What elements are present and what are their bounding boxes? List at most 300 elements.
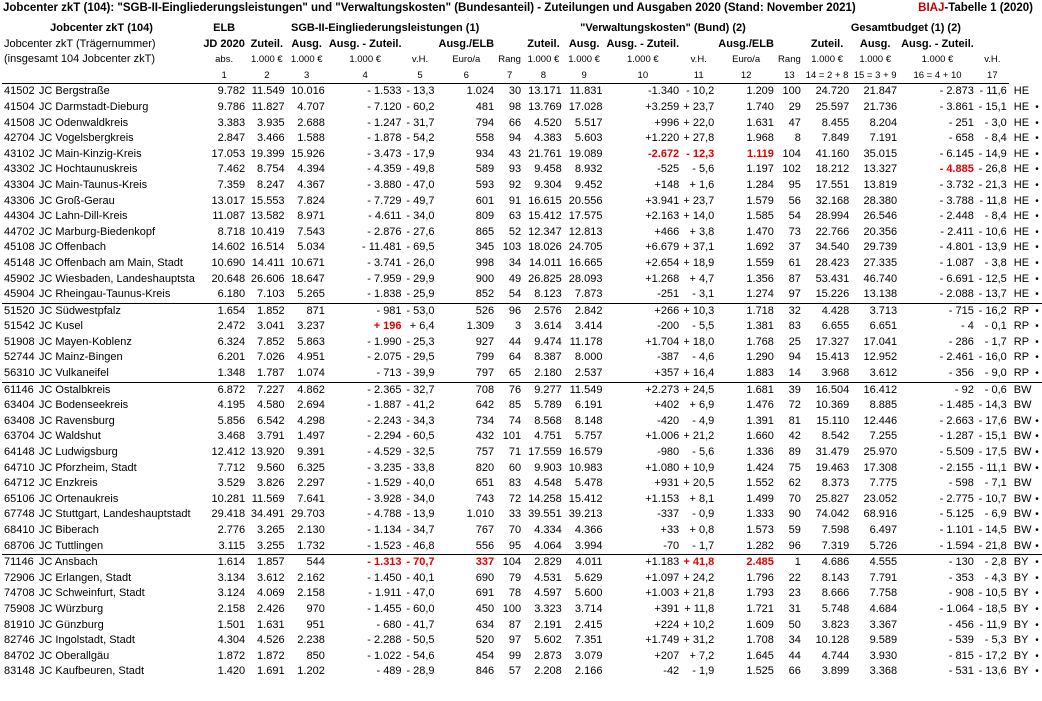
row-name: JC Günzburg — [38, 618, 104, 631]
row-value: - 2.663 — [939, 414, 974, 427]
row-value: - 4.801 — [939, 241, 974, 254]
row-value: +357 — [654, 367, 680, 380]
row-value: +2.163 — [645, 210, 680, 223]
row-value: + 18,9 — [683, 256, 715, 269]
row-marker: • — [1035, 525, 1039, 536]
table-row — [2, 162, 1042, 178]
row-value: - 3,0 — [984, 116, 1007, 129]
row-value: 44 — [508, 335, 522, 348]
row-value: 8 — [794, 132, 801, 145]
row-value: 15.110 — [816, 414, 850, 427]
header-cell: 11 — [681, 68, 716, 84]
row-value: 24.720 — [815, 85, 850, 98]
data-table — [2, 21, 1042, 680]
row-value: 1.691 — [257, 665, 285, 678]
row-value: 6.191 — [574, 399, 603, 412]
row-value: 53.431 — [815, 272, 850, 285]
row-value: 544 — [287, 555, 327, 571]
row-state: BW — [1013, 477, 1032, 490]
row-value: -1.340 — [647, 85, 680, 98]
row-value: - 7.729 — [367, 194, 402, 207]
row-name: JC Pforzheim, Stadt — [38, 461, 137, 474]
header-cell: Euro/a — [452, 54, 481, 66]
row-value: + 3,8 — [689, 225, 715, 238]
row-value: - 658 — [948, 132, 974, 145]
row-state: BW — [1013, 399, 1032, 412]
row-value: 72 — [788, 399, 801, 412]
row-name: JC Ludwigsburg — [38, 446, 118, 459]
row-value: 11.549 — [564, 382, 605, 398]
row-id: 45904 — [4, 288, 35, 301]
row-value: + 4,7 — [689, 272, 715, 285]
row-value: 29.703 — [291, 508, 325, 521]
row-id: 74708 — [4, 587, 35, 600]
row-value: - 2.876 — [367, 225, 402, 238]
row-value: 1.681 — [716, 382, 776, 398]
row-value: 4.366 — [574, 524, 603, 536]
row-value: 1.501 — [217, 618, 246, 631]
row-value: 1.718 — [716, 303, 776, 319]
row-value: 9.786 — [217, 100, 246, 113]
row-value: - 21,3 — [978, 178, 1007, 191]
header-cell: v.H. — [984, 54, 1001, 66]
row-value: - 130 — [899, 555, 976, 571]
row-value: 12.813 — [568, 225, 603, 238]
row-value: 1.740 — [746, 100, 774, 113]
row-value: 68.916 — [863, 508, 898, 521]
row-value: 75 — [788, 461, 801, 474]
page-title: Jobcenter zkT (104): "SGB-II-Eingliederungsleistungen" und "Verwaltungskosten" (Bundesanteil) - Zuteilungen und Ausgaben 2020 (Stand: November 2021) — [3, 2, 856, 14]
row-state: HE — [1013, 194, 1030, 207]
row-value: 6.324 — [217, 335, 246, 348]
row-value: 20.556 — [568, 194, 603, 207]
row-value: + 1,6 — [689, 178, 715, 191]
header-row-4 — [2, 68, 1042, 84]
row-value: - 40,0 — [406, 477, 435, 490]
header-cell: 15 = 3 + 9 — [851, 68, 899, 84]
row-value: 37 — [788, 241, 801, 254]
row-name: JC Kaufbeuren, Stadt — [38, 665, 145, 678]
row-state: RP — [1013, 367, 1030, 380]
header-cell — [404, 37, 437, 53]
row-id: 45148 — [4, 256, 35, 269]
row-state: BY — [1013, 665, 1029, 678]
row-value: 4.707 — [297, 100, 325, 113]
row-id: 43304 — [4, 178, 35, 191]
row-state: RP — [1013, 335, 1030, 348]
row-id: 75908 — [4, 602, 35, 615]
row-marker: • — [1035, 133, 1039, 145]
row-value: 46.740 — [863, 272, 898, 285]
row-value: - 26,8 — [978, 163, 1007, 176]
row-value: - 27,6 — [406, 225, 435, 238]
row-value: + 31,2 — [683, 634, 715, 647]
row-state: BW — [1009, 382, 1034, 398]
row-marker: • — [1035, 195, 1039, 207]
row-value: 49 — [508, 272, 522, 285]
row-value: - 60,2 — [406, 100, 435, 113]
row-value: 63 — [508, 210, 522, 223]
row-name: JC Tuttlingen — [38, 539, 104, 552]
row-value: 337 — [437, 555, 497, 571]
row-marker: • — [1035, 431, 1039, 443]
row-value: 81 — [788, 414, 801, 427]
row-value: 26.606 — [250, 272, 285, 285]
table-row — [2, 539, 1042, 555]
row-value: 8.971 — [297, 210, 325, 223]
row-value: 2.472 — [217, 320, 246, 333]
row-id: 63704 — [4, 430, 35, 443]
row-value: 1.336 — [746, 446, 774, 459]
row-value: 8.932 — [574, 163, 603, 176]
row-value: 1.525 — [746, 665, 774, 678]
row-value: 3.930 — [869, 649, 898, 662]
row-value: 17.028 — [568, 100, 603, 113]
row-value: 9.560 — [257, 461, 285, 474]
row-value: - 1.101 — [939, 524, 974, 536]
row-value: 7.351 — [574, 634, 603, 647]
row-value: - 34,0 — [406, 210, 435, 223]
row-state: HE — [1013, 100, 1030, 113]
row-state: BY — [1013, 649, 1029, 662]
row-id: 41508 — [4, 116, 35, 129]
row-value: - 10,7 — [978, 492, 1007, 505]
row-value: 23 — [788, 587, 801, 600]
row-value: 1.631 — [746, 116, 774, 129]
row-value: - 2.294 — [367, 430, 402, 443]
row-value: 9.474 — [534, 335, 562, 348]
row-value: - 1.911 — [368, 587, 402, 600]
row-value: - 2.243 — [367, 414, 402, 427]
row-value: 34.540 — [815, 241, 850, 254]
row-value: 28.423 — [815, 256, 850, 269]
row-value: - 7.959 — [367, 272, 402, 285]
row-value: 2.158 — [217, 602, 246, 615]
row-value: 2.166 — [574, 665, 603, 678]
row-value: 1.119 — [747, 147, 774, 160]
table-row — [2, 507, 1042, 523]
row-id: 56310 — [4, 367, 35, 380]
header-cell: 1.000 € — [527, 54, 560, 66]
row-value: +224 — [654, 618, 680, 631]
row-value: 97 — [508, 634, 522, 647]
row-value: 44 — [788, 649, 801, 662]
row-value: +1.080 — [645, 461, 680, 474]
row-value: 345 — [475, 241, 495, 254]
row-value: 1 — [776, 555, 803, 571]
row-value: 8.148 — [574, 414, 603, 427]
row-value: 16.665 — [568, 256, 603, 269]
row-name: JC Würzburg — [38, 602, 104, 615]
row-name: JC Schweinfurt, Stadt — [38, 587, 145, 600]
row-value: 26.825 — [528, 272, 562, 285]
row-value: 13.171 — [528, 85, 562, 98]
row-marker: • — [1035, 289, 1039, 301]
row-value: 7.227 — [247, 382, 286, 398]
row-value: + 11,8 — [684, 602, 715, 615]
row-value: 35.015 — [863, 147, 898, 160]
row-value: 5.757 — [574, 430, 603, 443]
table-row — [2, 350, 1042, 366]
row-value: -980 — [657, 446, 680, 459]
row-value: - 11,8 — [979, 194, 1007, 207]
row-value: - 33,8 — [406, 461, 435, 474]
row-value: + 22,0 — [683, 116, 715, 129]
row-value: - 15,1 — [978, 100, 1007, 113]
row-value: - 5,3 — [984, 634, 1007, 647]
row-name: JC Ingolstadt, Stadt — [38, 634, 135, 647]
row-value: 4.367 — [297, 178, 325, 191]
row-marker — [1034, 84, 1042, 100]
row-state: BY — [1013, 571, 1029, 584]
row-value: - 2.088 — [939, 288, 974, 301]
row-id: 45108 — [4, 241, 35, 254]
row-value: - 34,3 — [406, 414, 435, 427]
row-value: 3 — [514, 320, 522, 333]
row-value: 16.514 — [250, 241, 285, 254]
row-value: - 17,6 — [978, 414, 1007, 427]
row-value: - 1.450 — [367, 571, 402, 584]
row-value: + 41,8 — [681, 555, 716, 571]
row-value: 3.612 — [869, 367, 898, 380]
row-value: +2.654 — [645, 256, 680, 269]
row-value: - 2.365 — [327, 382, 404, 398]
row-value: 708 — [437, 382, 497, 398]
row-value: - 31,7 — [406, 116, 435, 129]
row-state: HE — [1013, 225, 1030, 238]
row-value: - 1.064 — [939, 602, 974, 615]
row-value: 39.551 — [528, 508, 562, 521]
row-name: JC Kusel — [38, 320, 83, 333]
row-value: 98 — [508, 100, 522, 113]
row-value: - 13,9 — [406, 508, 435, 521]
row-value: - 1.838 — [367, 288, 402, 301]
row-value: +6.679 — [645, 241, 680, 254]
row-marker — [1034, 476, 1042, 492]
row-value: +2.273 — [604, 382, 681, 398]
row-value: 9.458 — [534, 163, 562, 176]
table-row — [2, 147, 1042, 163]
table-row — [2, 461, 1042, 477]
row-value: 2.180 — [534, 367, 562, 380]
header-cell — [681, 37, 716, 53]
row-id: 43302 — [4, 163, 35, 176]
row-value: 3.115 — [218, 539, 246, 552]
row-value: 4.011 — [564, 555, 605, 571]
row-value: +466 — [654, 225, 680, 238]
row-value: +1.003 — [645, 587, 680, 600]
row-value: 85 — [508, 399, 522, 412]
row-value: 691 — [475, 587, 495, 600]
row-value: - 2.461 — [939, 351, 974, 364]
row-value: 47 — [788, 116, 801, 129]
row-value: 39.213 — [568, 508, 603, 521]
row-value: - 7.120 — [367, 100, 402, 113]
row-value: 1.282 — [746, 539, 774, 552]
row-value: - 4.788 — [367, 508, 402, 521]
row-value: 7.775 — [869, 477, 898, 490]
row-value: - 1.134 — [367, 524, 402, 536]
row-value: 10.128 — [815, 634, 850, 647]
header-name: Jobcenter zkT (104) — [50, 22, 153, 34]
row-value: 1.609 — [746, 618, 774, 631]
row-value: 2.694 — [297, 399, 325, 412]
row-state: HE — [1013, 116, 1030, 129]
header-cell: 1.000 € — [251, 54, 283, 66]
row-value: - 25,3 — [406, 335, 435, 348]
row-value: 5.034 — [297, 241, 325, 254]
row-value: + 8,1 — [689, 492, 715, 505]
row-value: 8.542 — [821, 430, 850, 443]
row-value: + 24,2 — [683, 571, 715, 584]
row-value: 820 — [475, 461, 495, 474]
header-cell: Rang — [778, 54, 801, 66]
row-value: - 46,8 — [406, 539, 435, 552]
row-marker: • — [1035, 321, 1039, 333]
header-cell: 9 — [564, 68, 605, 84]
row-value: 1.573 — [746, 524, 774, 536]
row-value: 61 — [788, 256, 801, 269]
row-value: 3.367 — [869, 618, 898, 631]
row-state: BW — [1013, 461, 1032, 474]
row-value: 56 — [788, 194, 801, 207]
row-value: 4.597 — [534, 587, 562, 600]
row-value: 865 — [475, 225, 495, 238]
row-value: - 0,9 — [692, 508, 715, 521]
row-marker: • — [1035, 211, 1039, 223]
row-value: 12.952 — [863, 351, 898, 364]
header-cell: 1.000 € — [349, 54, 382, 66]
row-value: - 1.247 — [367, 116, 402, 129]
row-value: 66 — [508, 116, 522, 129]
row-value: - 28,9 — [406, 665, 435, 678]
header-name-2: Jobcenter zkT (Trägernummer) — [4, 37, 156, 50]
row-value: 1.424 — [746, 461, 774, 474]
row-value: 4.394 — [297, 163, 325, 176]
row-value: 3.323 — [534, 602, 562, 615]
row-id: 64148 — [4, 446, 35, 459]
row-value: + 21,2 — [683, 430, 715, 443]
row-value: 651 — [475, 477, 495, 490]
row-value: 1.654 — [201, 303, 247, 319]
row-value: - 715 — [899, 303, 976, 319]
row-name: JC Offenbach — [38, 241, 106, 254]
row-name: JC Ostalbkreis — [37, 382, 201, 398]
row-value: 1.470 — [746, 225, 774, 238]
row-value: 4.428 — [803, 303, 851, 319]
header-cell: 1.000 € — [811, 54, 843, 66]
row-marker: • — [1035, 164, 1039, 176]
row-value: 1.579 — [746, 194, 774, 207]
row-state: HE — [1013, 163, 1030, 176]
row-value: 1.660 — [746, 430, 774, 443]
row-marker: • — [1034, 303, 1042, 319]
row-value: 3.255 — [257, 539, 285, 552]
header-cell: 3 — [287, 68, 327, 84]
table-row — [2, 209, 1042, 225]
row-value: 6.655 — [821, 320, 850, 333]
row-value: 4.555 — [851, 555, 899, 571]
row-value: +402 — [654, 399, 680, 412]
header-row-1 — [2, 21, 1042, 37]
row-value: 34 — [508, 256, 522, 269]
row-value: - 531 — [948, 665, 974, 678]
row-value: 934 — [475, 147, 495, 160]
row-id: 51520 — [2, 303, 37, 319]
row-state: BY — [1009, 555, 1034, 571]
row-value: 743 — [475, 492, 495, 505]
row-marker: • — [1035, 603, 1039, 615]
row-value: 2.297 — [297, 477, 325, 490]
row-value: - 3.861 — [939, 100, 974, 113]
row-value: 103 — [502, 241, 522, 254]
row-state: BW — [1013, 524, 1032, 536]
row-marker: • — [1035, 179, 1039, 191]
row-value: 4.751 — [534, 430, 562, 443]
row-value: - 17,2 — [978, 649, 1007, 662]
header-cell: 1.000 € — [290, 54, 323, 66]
row-value: +266 — [604, 303, 681, 319]
row-value: - 1,7 — [692, 539, 715, 552]
row-value: - 353 — [948, 571, 974, 584]
row-value: 7.758 — [869, 587, 898, 600]
row-value: 2.415 — [574, 618, 603, 631]
row-state: HE — [1013, 85, 1030, 98]
row-value: - 3,1 — [692, 288, 715, 301]
row-value: - 14,3 — [978, 399, 1007, 412]
row-id: 82746 — [4, 634, 35, 647]
row-value: +1.704 — [645, 335, 680, 348]
row-value: 15.553 — [250, 194, 285, 207]
row-value: 998 — [475, 256, 495, 269]
row-value: 5.748 — [821, 602, 850, 615]
row-id: 68410 — [4, 524, 35, 536]
row-value: - 16,2 — [976, 303, 1009, 319]
row-value: 5.863 — [297, 335, 325, 348]
row-value: 93 — [508, 163, 522, 176]
row-value: 1.585 — [746, 210, 774, 223]
row-value: 2.847 — [217, 132, 246, 145]
row-value: - 1.523 — [367, 539, 402, 552]
row-value: 39 — [776, 382, 803, 398]
row-state: BY — [1013, 602, 1029, 615]
row-value: 15.413 — [815, 351, 850, 364]
row-value: 6.651 — [869, 320, 898, 333]
row-value: 76 — [496, 382, 523, 398]
table-row — [2, 335, 1042, 351]
row-value: - 1.878 — [367, 132, 402, 145]
row-value: 852 — [475, 288, 495, 301]
row-value: 4.520 — [534, 116, 562, 129]
header-gb: Gesamtbudget (1) (2) — [850, 22, 961, 34]
row-value: - 1.022 — [367, 649, 402, 662]
row-value: + 23,7 — [683, 100, 715, 113]
row-state: HE — [1013, 241, 1030, 254]
row-value: 6.542 — [257, 414, 285, 427]
table-row — [2, 256, 1042, 272]
row-value: 1.872 — [257, 649, 285, 662]
row-value: 3.935 — [257, 116, 285, 129]
row-value: 87 — [788, 272, 801, 285]
table-row — [2, 131, 1042, 147]
table-row — [2, 429, 1042, 445]
row-name: JC Vogelsbergkreis — [38, 132, 134, 145]
row-name: JC Oberallgäu — [38, 649, 110, 662]
row-value: 1.391 — [746, 414, 774, 427]
row-value: 20.356 — [863, 225, 898, 238]
row-id: 68706 — [4, 539, 35, 552]
row-value: 3.823 — [821, 618, 850, 631]
